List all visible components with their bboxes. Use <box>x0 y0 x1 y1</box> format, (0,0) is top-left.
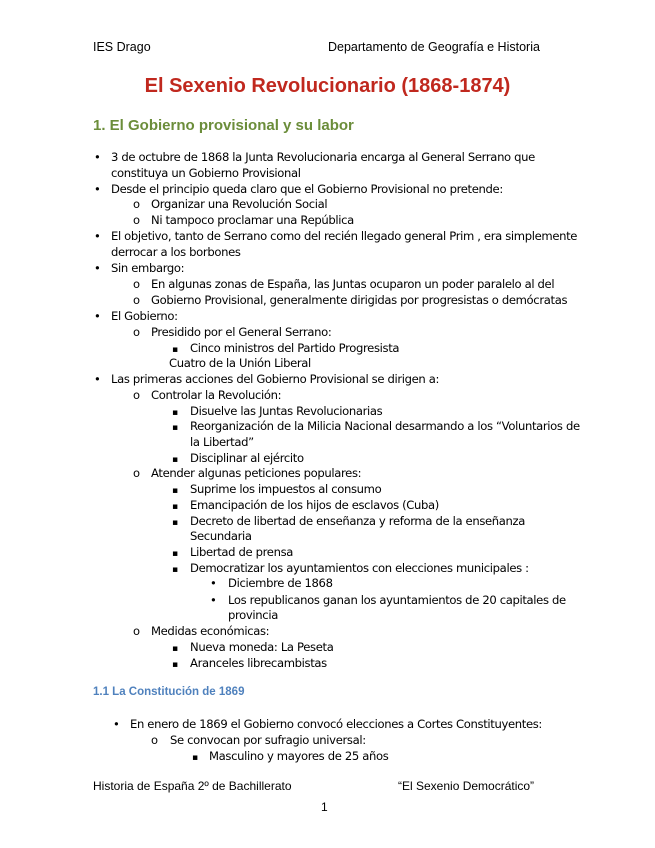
header-left: IES Drago <box>93 40 151 54</box>
body-text-line: Desde el principio queda claro que el Gobierno Provisional no pretende: <box>111 182 503 196</box>
body-text-line: Atender algunas peticiones populares: <box>151 466 362 480</box>
bullet-marker: ▪ <box>172 565 179 575</box>
body-text-line: El objetivo, tanto de Serrano como del recién llegado general Prim , era simplemente <box>111 229 578 243</box>
bullet-marker: o <box>133 624 141 638</box>
body-text-line: Secundaria <box>190 529 252 543</box>
body-text-line: Gobierno Provisional, generalmente dirigidas por progresistas o demócratas <box>151 293 568 307</box>
page-title: El Sexenio Revolucionario (1868-1874) <box>144 75 511 97</box>
bullet-marker: • <box>94 229 101 243</box>
footer-right: “El Sexenio Democrático” <box>398 779 535 793</box>
bullet-marker: o <box>133 293 141 307</box>
body-text-line: la Libertad” <box>190 435 254 449</box>
bullet-marker: ▪ <box>172 660 179 670</box>
bullet-marker: • <box>113 717 120 731</box>
bullet-marker: o <box>151 733 159 747</box>
bullet-marker: ▪ <box>172 644 179 654</box>
bullet-marker: o <box>133 197 141 211</box>
body-text-line: El Gobierno: <box>111 309 178 323</box>
page-number: 1 <box>321 800 328 814</box>
bullet-marker: o <box>133 466 141 480</box>
bullet-marker: o <box>133 277 141 291</box>
body-text-line: Emancipación de los hijos de esclavos (Cuba) <box>190 498 439 512</box>
body-text-line: Medidas económicas: <box>151 624 270 638</box>
body-text-line: Masculino y mayores de 25 años <box>209 749 389 763</box>
bullet-marker: ▪ <box>172 518 179 528</box>
body-text-line: Suprime los impuestos al consumo <box>190 482 382 496</box>
body-text-line: Aranceles librecambistas <box>190 656 327 670</box>
body-text-line: provincia <box>228 608 278 622</box>
body-text-line: Los republicanos ganan los ayuntamientos de 20 capitales de <box>228 593 566 607</box>
body-text-line: Se convocan por sufragio universal: <box>170 733 366 747</box>
bullet-marker: • <box>94 372 101 386</box>
bullet-marker: ▪ <box>172 423 179 433</box>
header-right: Departamento de Geografía e Historia <box>328 40 540 54</box>
bullet-marker: ▪ <box>172 502 179 512</box>
body-text-line: Controlar la Revolución: <box>151 388 282 402</box>
bullet-marker: ▪ <box>192 753 199 763</box>
bullet-marker: o <box>133 213 141 227</box>
body-text-line: Las primeras acciones del Gobierno Provisional se dirigen a: <box>111 372 440 386</box>
bullet-marker: ▪ <box>172 455 179 465</box>
bullet-marker: ▪ <box>172 549 179 559</box>
body-text-line: Organizar una Revolución Social <box>151 197 328 211</box>
bullet-marker: ▪ <box>172 486 179 496</box>
body-text-line: En enero de 1869 el Gobierno convocó elecciones a Cortes Constituyentes: <box>130 717 542 731</box>
body-text-line: Democratizar los ayuntamientos con elecciones municipales : <box>190 561 529 575</box>
body-text-line: 3 de octubre de 1868 la Junta Revolucionaria encarga al General Serrano que <box>111 150 535 164</box>
body-text-line: Cinco ministros del Partido Progresista <box>190 341 400 355</box>
body-text-line: constituya un Gobierno Provisional <box>111 166 301 180</box>
bullet-marker: ▪ <box>172 345 179 355</box>
bullet-marker: • <box>210 576 217 590</box>
section-heading: 1. El Gobierno provisional y su labor <box>93 117 354 134</box>
body-text-line: Disuelve las Juntas Revolucionarias <box>190 404 383 418</box>
bullet-marker: ▪ <box>172 408 179 418</box>
body-text-line: En algunas zonas de España, las Juntas ocuparon un poder paralelo al del <box>151 277 555 291</box>
body-text-line: Sin embargo: <box>111 261 185 275</box>
body-text-line: Libertad de prensa <box>190 545 294 559</box>
body-text-line: Reorganización de la Milicia Nacional desarmando a los “Voluntarios de <box>190 419 580 433</box>
body-text-line: Diciembre de 1868 <box>228 576 333 590</box>
bullet-marker: • <box>210 593 217 607</box>
bullet-marker: o <box>133 388 141 402</box>
body-text-line: derrocar a los borbones <box>111 245 241 259</box>
body-text-line: Disciplinar al ejército <box>190 451 304 465</box>
subsection-heading: 1.1 La Constitución de 1869 <box>93 686 245 698</box>
body-text-line: Cuatro de la Unión Liberal <box>169 356 311 370</box>
body-text-line: Nueva moneda: La Peseta <box>190 640 334 654</box>
footer-left: Historia de España 2º de Bachillerato <box>93 779 292 793</box>
bullet-marker: o <box>133 325 141 339</box>
body-text-line: Presidido por el General Serrano: <box>151 325 332 339</box>
body-text-line: Decreto de libertad de enseñanza y reforma de la enseñanza <box>190 514 526 528</box>
bullet-marker: • <box>94 261 101 275</box>
bullet-marker: • <box>94 309 101 323</box>
bullet-marker: • <box>94 182 101 196</box>
body-text-line: Ni tampoco proclamar una República <box>151 213 354 227</box>
bullet-marker: • <box>94 150 101 164</box>
